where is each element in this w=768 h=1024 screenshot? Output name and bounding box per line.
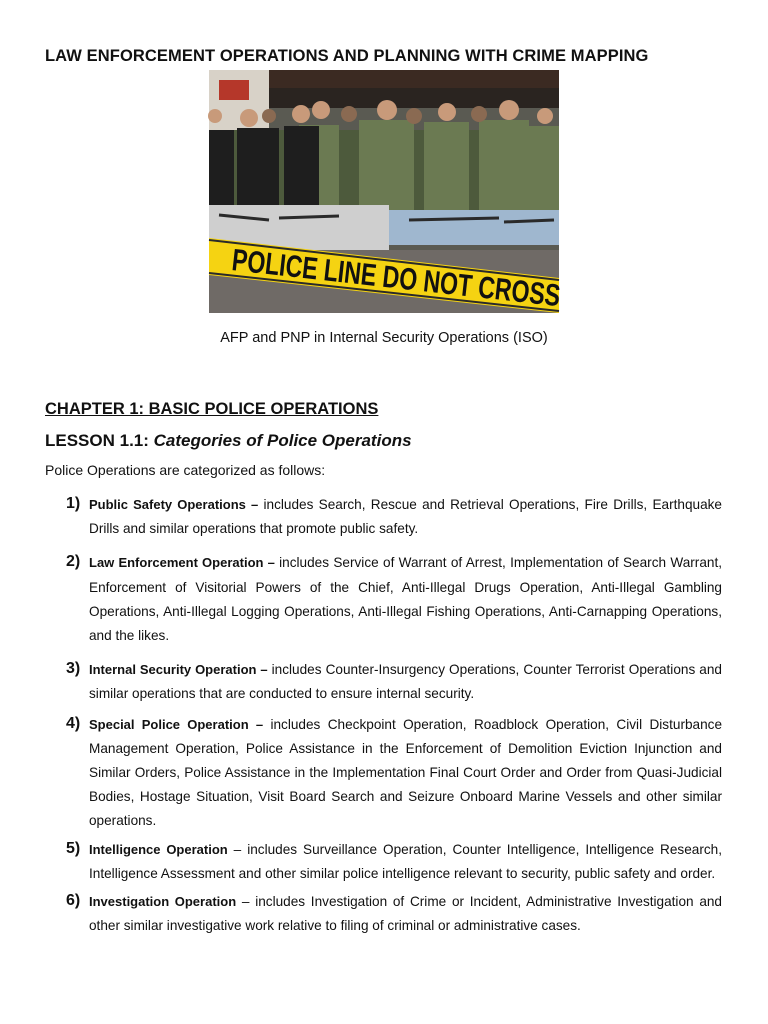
intro-text: Police Operations are categorized as follows: xyxy=(45,462,326,478)
list-item xyxy=(60,493,722,541)
lesson-label: LESSON 1.1: xyxy=(45,431,154,450)
police-tape-text: POLICE LINE DO NOT CROSS xyxy=(230,242,675,326)
list-term: Intelligence Operation xyxy=(89,841,228,857)
list-text: includes Counter-Insurgency Operations, Counter Terrorist Operations and similar operations that are conducted to ensure internal security. xyxy=(89,662,722,702)
lesson-heading xyxy=(45,431,412,451)
list-item xyxy=(60,551,722,648)
list-item xyxy=(60,658,722,706)
list-item xyxy=(60,838,722,886)
list-text: – includes Surveillance Operation, Counter Intelligence, Intelligence Research, Intelligence Assessment and other similar police intelligence relevant to security, public safety and order. xyxy=(89,841,723,881)
list-number: 2) xyxy=(66,553,81,571)
list-number: 5) xyxy=(66,839,81,857)
list-term: Law Enforcement Operation – xyxy=(89,555,275,571)
list-item xyxy=(60,713,722,834)
figure-caption: AFP and PNP in Internal Security Operations (ISO) xyxy=(220,330,548,346)
chapter-heading: CHAPTER 1: BASIC POLICE OPERATIONS xyxy=(45,400,379,418)
operations-list xyxy=(60,493,722,938)
police-operations-photo xyxy=(209,70,675,326)
page-title: LAW ENFORCEMENT OPERATIONS AND PLANNING WITH CRIME MAPPING xyxy=(45,47,649,65)
list-number: 3) xyxy=(66,660,81,678)
list-text: includes Search, Rescue and Retrieval Operations, Fire Drills, Earthquake Drills and similar operations that promote public safety. xyxy=(89,497,722,537)
figure-photo xyxy=(209,70,675,326)
list-text: includes Service of Warrant of Arrest, Implementation of Search Warrant, Enforcement of Visitorial Powers of the Chief, Anti-Illegal Drugs Operation, Anti-Illegal Gambling Operations, Anti-Illegal Logging Operations, Anti-Illegal Fishing Operations, Anti-Carnapping Operations, and the likes. xyxy=(89,555,722,644)
list-number: 4) xyxy=(66,714,81,732)
list-text: – includes Investigation of Crime or Incident, Administrative Investigation and other similar investigative work relative to filing of criminal or administrative cases. xyxy=(89,894,722,934)
list-term: Public Safety Operations – xyxy=(89,497,259,512)
list-term: Internal Security Operation – xyxy=(89,662,268,678)
list-number: 1) xyxy=(66,495,81,512)
list-term: Special Police Operation – xyxy=(89,716,264,732)
lesson-title: Categories of Police Operations xyxy=(153,431,412,450)
list-number: 6) xyxy=(66,892,81,910)
list-text: includes Checkpoint Operation, Roadblock Operation, Civil Disturbance Management Operation, Police Assistance in the Enforcement of Demolition Eviction Injunction and Similar Orders, Police Assistance in the Implementation Final Court Order and Order from Quasi-Judicial Bodies, Hostage Situation, Visit Board Search and Seizure Onboard Marine Vessels and other similar operations. xyxy=(89,716,723,829)
list-term: Investigation Operation xyxy=(89,894,237,910)
list-item xyxy=(60,890,722,938)
